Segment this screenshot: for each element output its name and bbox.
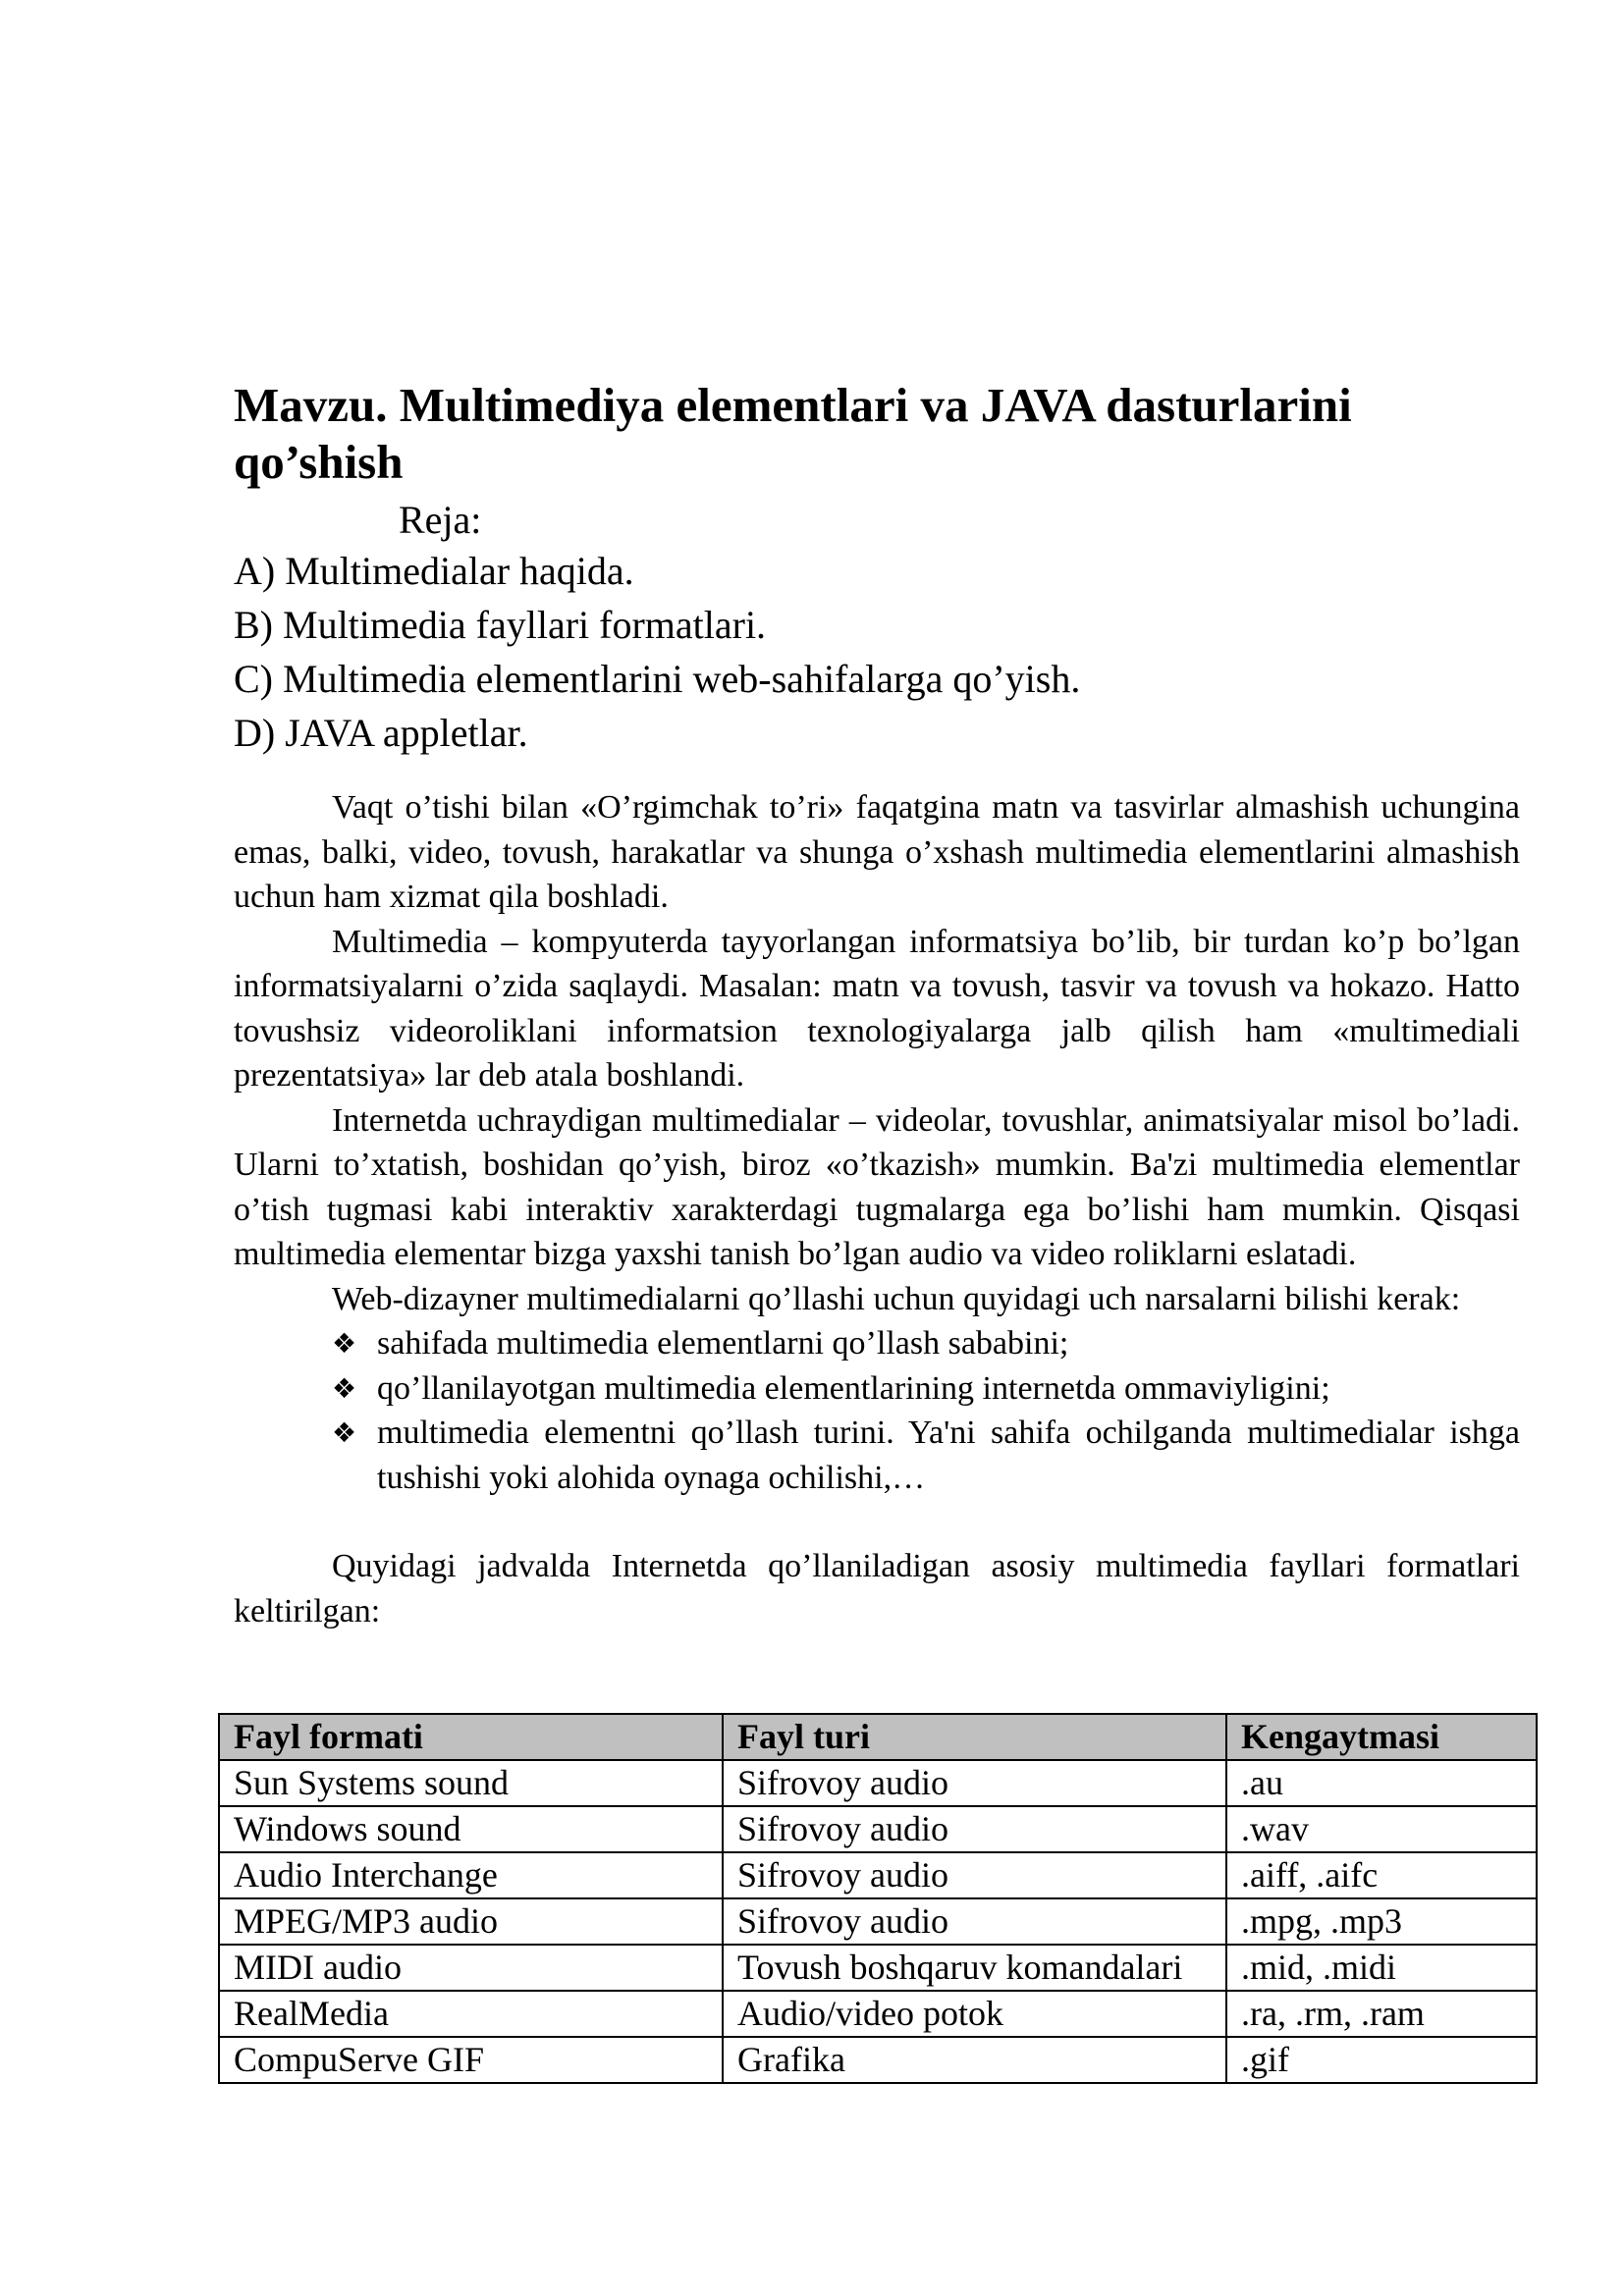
plan-item: B) Multimedia fayllari formatlari.: [234, 603, 767, 647]
bullet-list: [234, 1321, 1520, 1500]
table-cell: Tovush boshqaruv komandalari: [723, 1945, 1226, 1991]
bullet-text: sahifada multimedia elementlarni qo’llash sababini;: [377, 1325, 1069, 1362]
bullet-text: multimedia elementni qo’llash turini. Ya'ni sahifa ochilganda multimedialar ishga tushishi yoki alohida oynaga ochilishi,…: [377, 1415, 1520, 1496]
table-row: [219, 1806, 1537, 1852]
table-row: [219, 1991, 1537, 2037]
table-cell: RealMedia: [219, 1991, 723, 2037]
table-intro: Quyidagi jadvalda Internetda qo’llaniladigan asosiy multimedia fayllari formatlari keltirilgan:: [234, 1548, 1520, 1629]
plan-item: C) Multimedia elementlarini web-sahifalarga qo’yish.: [234, 657, 1081, 701]
table-cell: .mpg, .mp3: [1226, 1898, 1537, 1945]
table-header-cell: Kengaytmasi: [1226, 1714, 1537, 1760]
paragraph: Vaqt o’tishi bilan «O’rgimchak to’ri» faqatgina matn va tasvirlar almashish uchungina emas, balki, video, tovush, harakatlar va shunga o’xshash multimedia elementlarini almashish uchun ham xizmat qila boshladi.: [234, 789, 1520, 915]
diamond-bullet-icon: ❖: [332, 1327, 357, 1360]
table-cell: Audio Interchange: [219, 1852, 723, 1898]
table-header-cell: Fayl turi: [723, 1714, 1226, 1760]
table-cell: Grafika: [723, 2037, 1226, 2083]
table-row: [219, 1945, 1537, 1991]
table-cell: Sifrovoy audio: [723, 1806, 1226, 1852]
bullet-item: [332, 1321, 1520, 1366]
table-cell: .mid, .midi: [1226, 1945, 1537, 1991]
paragraph: Internetda uchraydigan multimedialar – videolar, tovushlar, animatsiyalar misol bo’ladi. Ularni to’xtatish, boshidan qo’yish, biroz «o’tkazish» mumkin. Ba'zi multimedia elementlar o’tish tugmasi kabi interaktiv xarakterdagi tugmalarga ega bo’lishi ham mumkin. Qisqasi multimedia elementar bizga yaxshi tanish bo’lgan audio va video roliklarni eslatadi.: [234, 1101, 1520, 1272]
table-cell: Sifrovoy audio: [723, 1852, 1226, 1898]
bullet-item: [332, 1411, 1520, 1500]
paragraph: Web-dizayner multimedialarni qo’llashi uchun quyidagi uch narsalarni bilishi kerak:: [332, 1280, 1461, 1317]
bullet-item: [332, 1366, 1520, 1412]
table-cell: CompuServe GIF: [219, 2037, 723, 2083]
table-cell: Sifrovoy audio: [723, 1898, 1226, 1945]
paragraph: Multimedia – kompyuterda tayyorlangan informatsiya bo’lib, bir turdan ko’p bo’lgan informatsiyalarni o’zida saqlaydi. Masalan: matn va tovush, tasvir va tovush va hokazo. Hatto tovushsiz videoroliklani informatsion texnologiyalarga jalb qilish ham «multimediali prezentatsiya» lar deb atala boshlandi.: [234, 923, 1520, 1094]
table-row: [219, 2037, 1537, 2083]
table-row: [219, 1852, 1537, 1898]
plan-heading: Reja:: [399, 498, 482, 542]
table-cell: MPEG/MP3 audio: [219, 1898, 723, 1945]
table-cell: Audio/video potok: [723, 1991, 1226, 2037]
table-cell: .ra, .rm, .ram: [1226, 1991, 1537, 2037]
document-title: Mavzu. Multimediya elementlari va JAVA dasturlarini qo’shish: [234, 378, 1352, 489]
table-cell: .au: [1226, 1760, 1537, 1806]
plan-item: A) Multimedialar haqida.: [234, 549, 634, 593]
table-cell: Sifrovoy audio: [723, 1760, 1226, 1806]
table-row: [219, 1760, 1537, 1806]
table-cell: .wav: [1226, 1806, 1537, 1852]
diamond-bullet-icon: ❖: [332, 1416, 357, 1449]
table-header-row: [219, 1714, 1537, 1760]
formats-table: [218, 1713, 1538, 2084]
plan-list: [234, 544, 1080, 760]
table-cell: MIDI audio: [219, 1945, 723, 1991]
bullet-text: qo’llanilayotgan multimedia elementlarining internetda ommaviyligini;: [377, 1369, 1330, 1407]
body-text: [234, 785, 1520, 1633]
table-cell: Windows sound: [219, 1806, 723, 1852]
spacer: [234, 1500, 1520, 1544]
table-cell: .aiff, .aifc: [1226, 1852, 1537, 1898]
table-row: [219, 1898, 1537, 1945]
table-cell: Sun Systems sound: [219, 1760, 723, 1806]
plan-item: D) JAVA appletlar.: [234, 711, 528, 755]
table-header-cell: Fayl formati: [219, 1714, 723, 1760]
diamond-bullet-icon: ❖: [332, 1371, 357, 1405]
table-cell: .gif: [1226, 2037, 1537, 2083]
